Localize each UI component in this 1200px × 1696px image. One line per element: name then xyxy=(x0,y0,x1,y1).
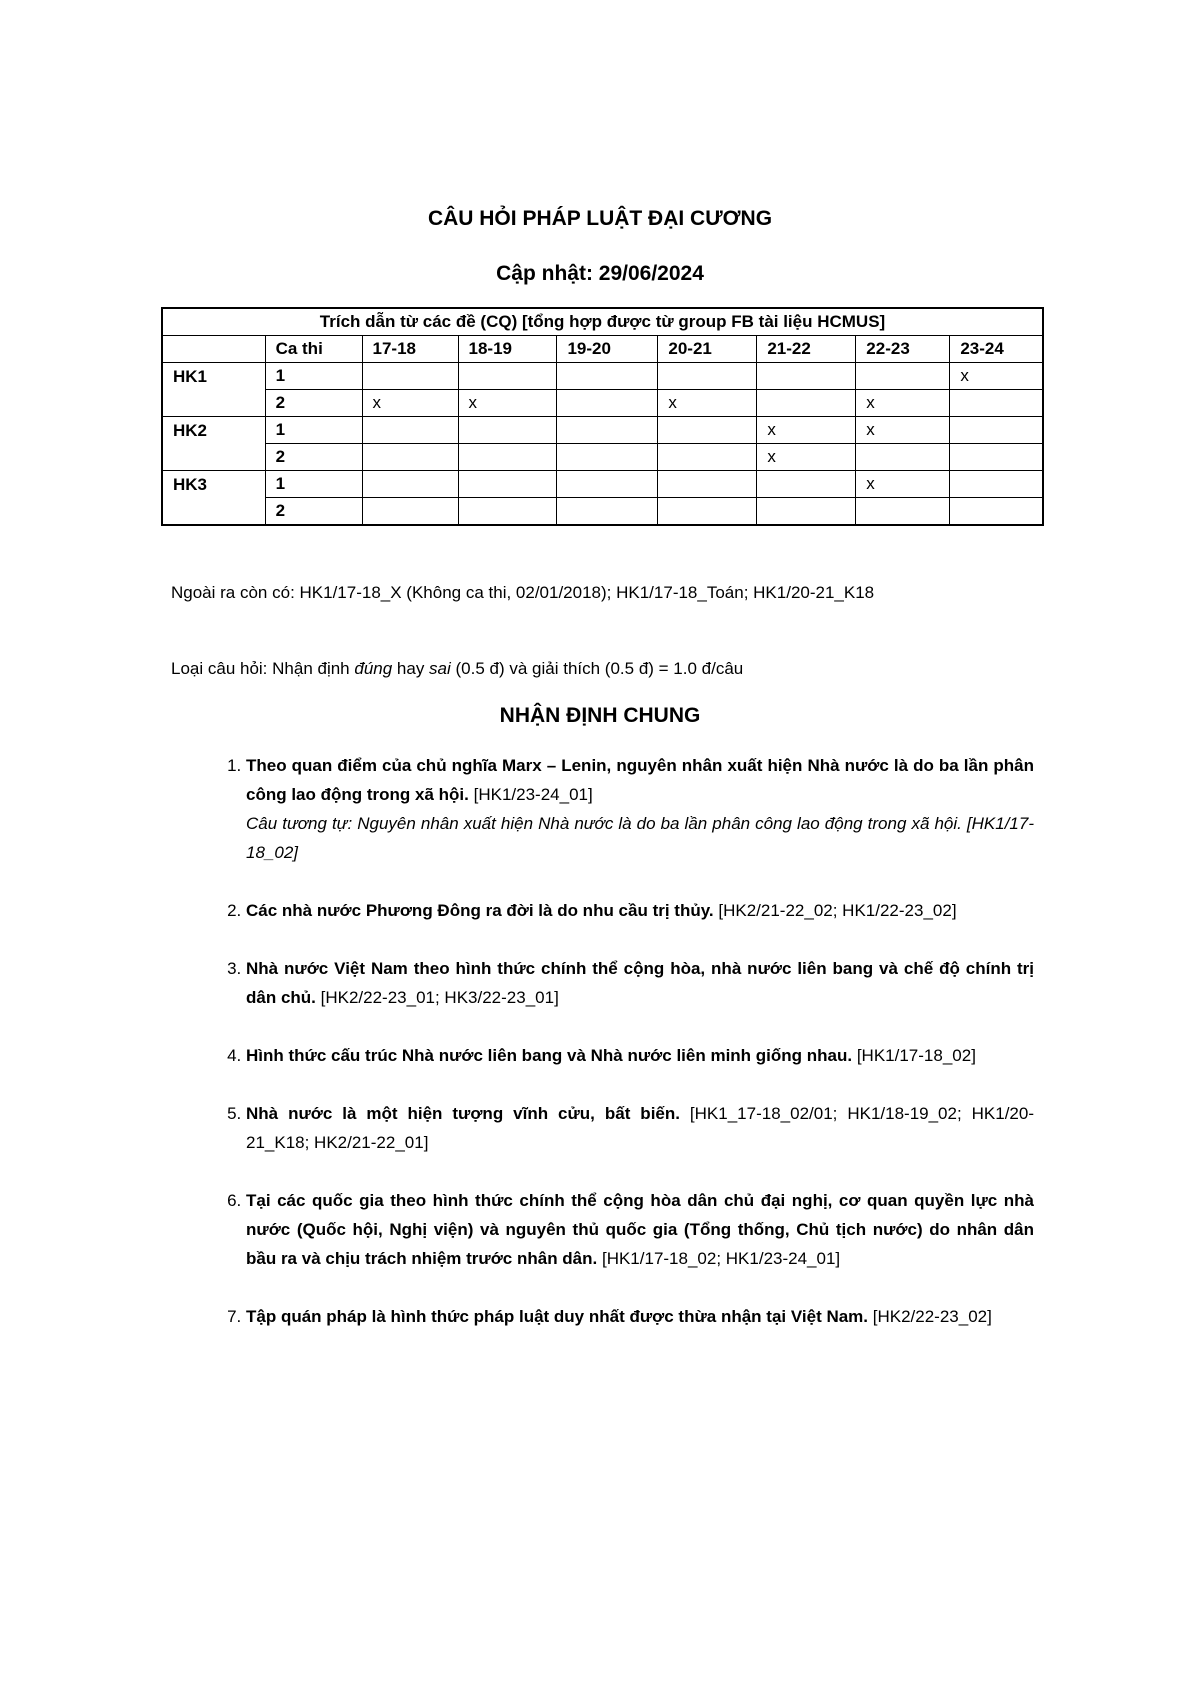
list-item xyxy=(246,896,1034,925)
table-caption: Trích dẫn từ các đề (CQ) [tổng hợp được từ group FB tài liệu HCMUS] xyxy=(162,308,1043,336)
table-cell xyxy=(362,363,458,390)
question-text: Tại các quốc gia theo hình thức chính thể cộng hòa dân chủ đại nghị, cơ quan quyền lực nhà nước (Quốc hội, Nghị viện) và nguyên thủ quốc gia (Tổng thống, Chủ tịch nước) do nhân dân bầu ra và chịu trách nhiệm trước nhân dân. xyxy=(246,1191,1034,1268)
section-title: NHẬN ĐỊNH CHUNG xyxy=(499,704,701,727)
table-cell xyxy=(950,471,1043,498)
table-caption-row xyxy=(162,308,1043,336)
header-year: 22-23 xyxy=(856,336,950,363)
table-cell: x xyxy=(950,363,1043,390)
table-cell xyxy=(856,363,950,390)
table-cell xyxy=(362,471,458,498)
table-cell xyxy=(557,471,658,498)
question-type-true: đúng xyxy=(354,659,393,678)
table-row xyxy=(162,390,1043,417)
header-empty-cell xyxy=(162,336,265,363)
table-cell xyxy=(658,498,757,526)
table-row xyxy=(162,444,1043,471)
table-cell xyxy=(856,444,950,471)
table-row xyxy=(162,417,1043,444)
term-cell: HK2 xyxy=(162,417,265,471)
table-cell: x xyxy=(362,390,458,417)
table-cell: x xyxy=(458,390,557,417)
header-year: 23-24 xyxy=(950,336,1043,363)
table-cell xyxy=(950,444,1043,471)
table-cell xyxy=(757,390,856,417)
table-cell: x xyxy=(658,390,757,417)
table-header-row xyxy=(162,336,1043,363)
table-cell xyxy=(757,471,856,498)
question-text: Nhà nước Việt Nam theo hình thức chính thể cộng hòa, nhà nước liên bang và chế độ chính trị dân chủ. xyxy=(246,959,1034,1007)
header-year: 18-19 xyxy=(458,336,557,363)
table-cell xyxy=(458,417,557,444)
table-cell: x xyxy=(757,417,856,444)
session-cell: 1 xyxy=(265,471,362,498)
question-ref: [HK2/22-23_01; HK3/22-23_01] xyxy=(315,988,559,1007)
question-type-note xyxy=(171,654,1039,683)
table-cell xyxy=(362,417,458,444)
table-cell xyxy=(757,363,856,390)
session-cell: 1 xyxy=(265,363,362,390)
table-cell xyxy=(458,444,557,471)
table-cell xyxy=(658,471,757,498)
question-type-false: sai xyxy=(429,659,451,678)
table-cell xyxy=(458,363,557,390)
table-cell xyxy=(557,417,658,444)
list-item xyxy=(246,751,1034,867)
table-cell xyxy=(458,471,557,498)
header-year: 17-18 xyxy=(362,336,458,363)
header-year: 20-21 xyxy=(658,336,757,363)
session-cell: 2 xyxy=(265,444,362,471)
question-text: Hình thức cấu trúc Nhà nước liên bang và Nhà nước liên minh giống nhau. xyxy=(246,1046,853,1065)
question-text: Các nhà nước Phương Đông ra đời là do nhu cầu trị thủy. xyxy=(246,901,714,920)
question-type-prefix: Loại câu hỏi: Nhận định xyxy=(171,659,355,678)
table-cell xyxy=(557,363,658,390)
header-year: 19-20 xyxy=(557,336,658,363)
table-cell xyxy=(658,417,757,444)
question-ref: [HK1/17-18_02] xyxy=(852,1046,976,1065)
table-cell: x xyxy=(856,390,950,417)
table-cell xyxy=(362,444,458,471)
table-cell: x xyxy=(757,444,856,471)
session-cell: 1 xyxy=(265,417,362,444)
question-ref: [HK1/17-18_02; HK1/23-24_01] xyxy=(597,1249,841,1268)
session-cell: 2 xyxy=(265,390,362,417)
table-cell xyxy=(557,498,658,526)
table-cell xyxy=(557,390,658,417)
list-item xyxy=(246,954,1034,1012)
additional-sources-note: Ngoài ra còn có: HK1/17-18_X (Không ca thi, 02/01/2018); HK1/17-18_Toán; HK1/20-21_K18 xyxy=(171,583,875,602)
table-cell xyxy=(950,390,1043,417)
table-cell xyxy=(950,498,1043,526)
question-ref: [HK1/23-24_01] xyxy=(468,785,593,804)
document-title: CÂU HỎI PHÁP LUẬT ĐẠI CƯƠNG xyxy=(427,207,773,230)
session-cell: 2 xyxy=(265,498,362,526)
header-session: Ca thi xyxy=(265,336,362,363)
table-cell xyxy=(458,498,557,526)
table-cell xyxy=(950,417,1043,444)
question-text: Theo quan điểm của chủ nghĩa Marx – Lenin, nguyên nhân xuất hiện Nhà nước là do ba lần phân công lao động trong xã hội. xyxy=(246,756,1034,804)
question-text: Tập quán pháp là hình thức pháp luật duy nhất được thừa nhận tại Việt Nam. xyxy=(246,1307,869,1326)
question-type-mid: hay xyxy=(392,659,430,678)
term-cell: HK3 xyxy=(162,471,265,526)
table-row xyxy=(162,471,1043,498)
question-type-suffix: (0.5 đ) và giải thích (0.5 đ) = 1.0 đ/câu xyxy=(450,659,744,678)
citation-table xyxy=(161,307,1044,526)
question-ref: [HK2/21-22_02; HK1/22-23_02] xyxy=(713,901,957,920)
table-cell: x xyxy=(856,417,950,444)
table-cell xyxy=(757,498,856,526)
table-cell: x xyxy=(856,471,950,498)
header-year: 21-22 xyxy=(757,336,856,363)
question-ref: [HK1_17-18_02/01; HK1/18-19_02; HK1/20-21_K18; HK2/21-22_01] xyxy=(246,1104,1034,1152)
table-row xyxy=(162,498,1043,526)
similar-question: Câu tương tự: Nguyên nhân xuất hiện Nhà nước là do ba lần phân công lao động trong xã hội. [HK1/17-18_02] xyxy=(246,814,1034,862)
update-date: Cập nhật: 29/06/2024 xyxy=(496,262,704,285)
list-item xyxy=(246,1041,1034,1070)
list-item xyxy=(246,1186,1034,1273)
table-cell xyxy=(856,498,950,526)
table-row xyxy=(162,363,1043,390)
question-text: Nhà nước là một hiện tượng vĩnh cửu, bất biến. xyxy=(246,1104,680,1123)
table-cell xyxy=(362,498,458,526)
table-cell xyxy=(658,363,757,390)
list-item xyxy=(246,1302,1034,1331)
question-ref: [HK2/22-23_02] xyxy=(868,1307,992,1326)
list-item xyxy=(246,1099,1034,1157)
term-cell: HK1 xyxy=(162,363,265,417)
table-cell xyxy=(658,444,757,471)
table-cell xyxy=(557,444,658,471)
question-list xyxy=(171,751,1034,1360)
